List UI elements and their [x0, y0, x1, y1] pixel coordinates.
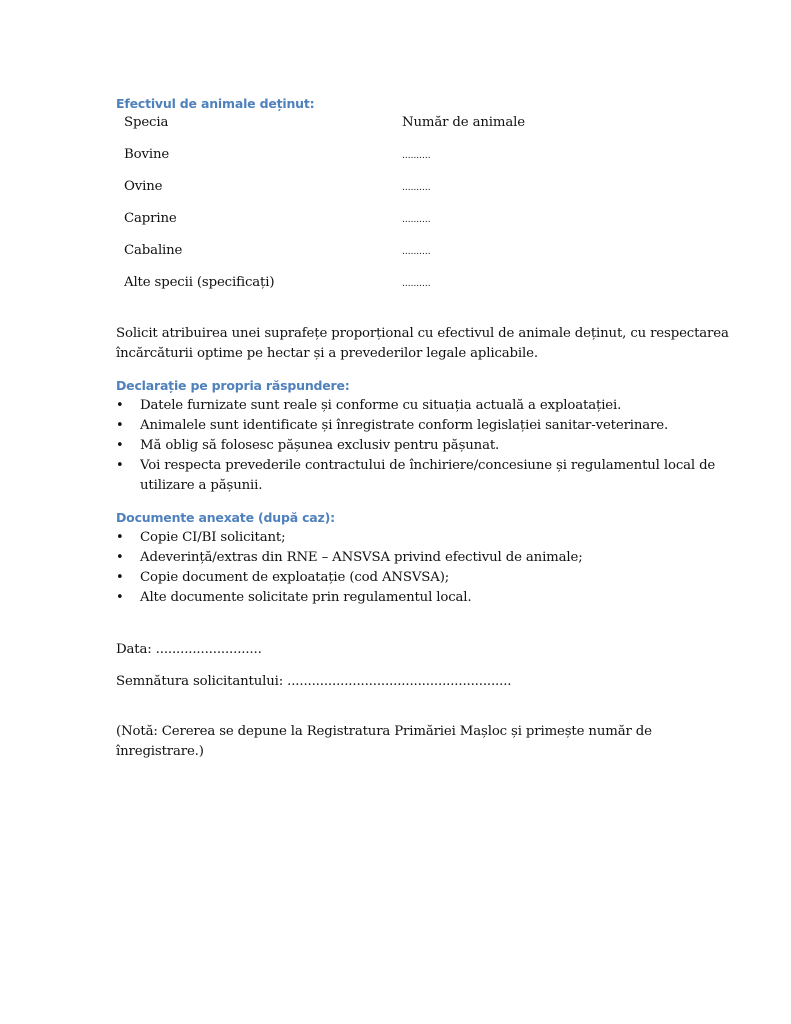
species-cell: Cabaline — [124, 243, 183, 258]
bullet-icon — [116, 550, 126, 565]
bullet-icon — [116, 530, 126, 545]
animals-section-heading: Efectivul de animale deținut: — [116, 96, 315, 111]
species-cell: Ovine — [124, 179, 163, 194]
count-field[interactable]: .......... — [402, 151, 431, 161]
signature-field[interactable]: Semnătura solicitantului: ....................................................... — [116, 674, 512, 689]
column-header-count: Număr de animale — [402, 115, 525, 130]
note-line: înregistrare.) — [116, 744, 204, 759]
count-field[interactable]: .......... — [402, 279, 431, 289]
column-header-species: Specia — [124, 115, 169, 130]
count-field[interactable]: .......... — [402, 183, 431, 193]
bullet-icon — [116, 438, 126, 453]
count-field[interactable]: .......... — [402, 215, 431, 225]
bullet-icon — [116, 458, 126, 473]
species-cell: Alte specii (specificați) — [124, 275, 275, 290]
request-paragraph-line: Solicit atribuirea unei suprafețe proporțional cu efectivul de animale deținut, cu respectarea — [116, 326, 729, 341]
document-page: Efectivul de animale deținut: Specia Număr de animale Bovine .......... Ovine .......... Caprine .......... Cabaline .......... Alte specii (specificați) .......... Solicit atribuirea unei suprafețe proporțional cu efectivul de animale deținut, cu respectarea încărcăturii optime pe hectar și a prevederilor legale aplicabile. Declarație pe propria răspundere: • Datele furnizate sunt reale și conforme cu situația actuală a exploatației. • Animalele sunt identificate și înregistrate conform legislației sanitar-veterinare. • Mă oblig să folosesc pășunea exclusiv pentru pășunat. • Voi respecta prevederile contractului de închiriere/concesiune și regulamentul local de utilizare a pășunii. Documente anexate (după caz): • Copie CI/BI solicitant; • Adeverință/extras din RNE – ANSVSA privind efectivul de animale; • Copie document de exploatație (cod ANSVSA); • Alte documente solicitate prin regulamentul local. Data: .......................... Semnătura solicitantului: ....................................................... (Notă: Cererea se depune la Registratura Primăriei Mașloc și primește număr de înregistrare.) — [0, 0, 791, 1024]
species-cell: Caprine — [124, 211, 177, 226]
bullet-icon — [116, 570, 126, 585]
bullet-icon — [116, 418, 126, 433]
declaration-heading: Declarație pe propria răspundere: — [116, 378, 350, 393]
request-paragraph-line: încărcăturii optime pe hectar și a prevederilor legale aplicabile. — [116, 346, 538, 361]
date-field[interactable]: Data: .......................... — [116, 642, 262, 657]
species-cell: Bovine — [124, 147, 170, 162]
count-field[interactable]: .......... — [402, 247, 431, 257]
note-line: (Notă: Cererea se depune la Registratura Primăriei Mașloc și primește număr de — [116, 724, 652, 739]
documents-heading: Documente anexate (după caz): — [116, 510, 335, 525]
bullet-icon — [116, 398, 126, 413]
declaration-list-item-continuation: utilizare a pășunii. — [140, 478, 263, 493]
bullet-icon — [116, 590, 126, 605]
